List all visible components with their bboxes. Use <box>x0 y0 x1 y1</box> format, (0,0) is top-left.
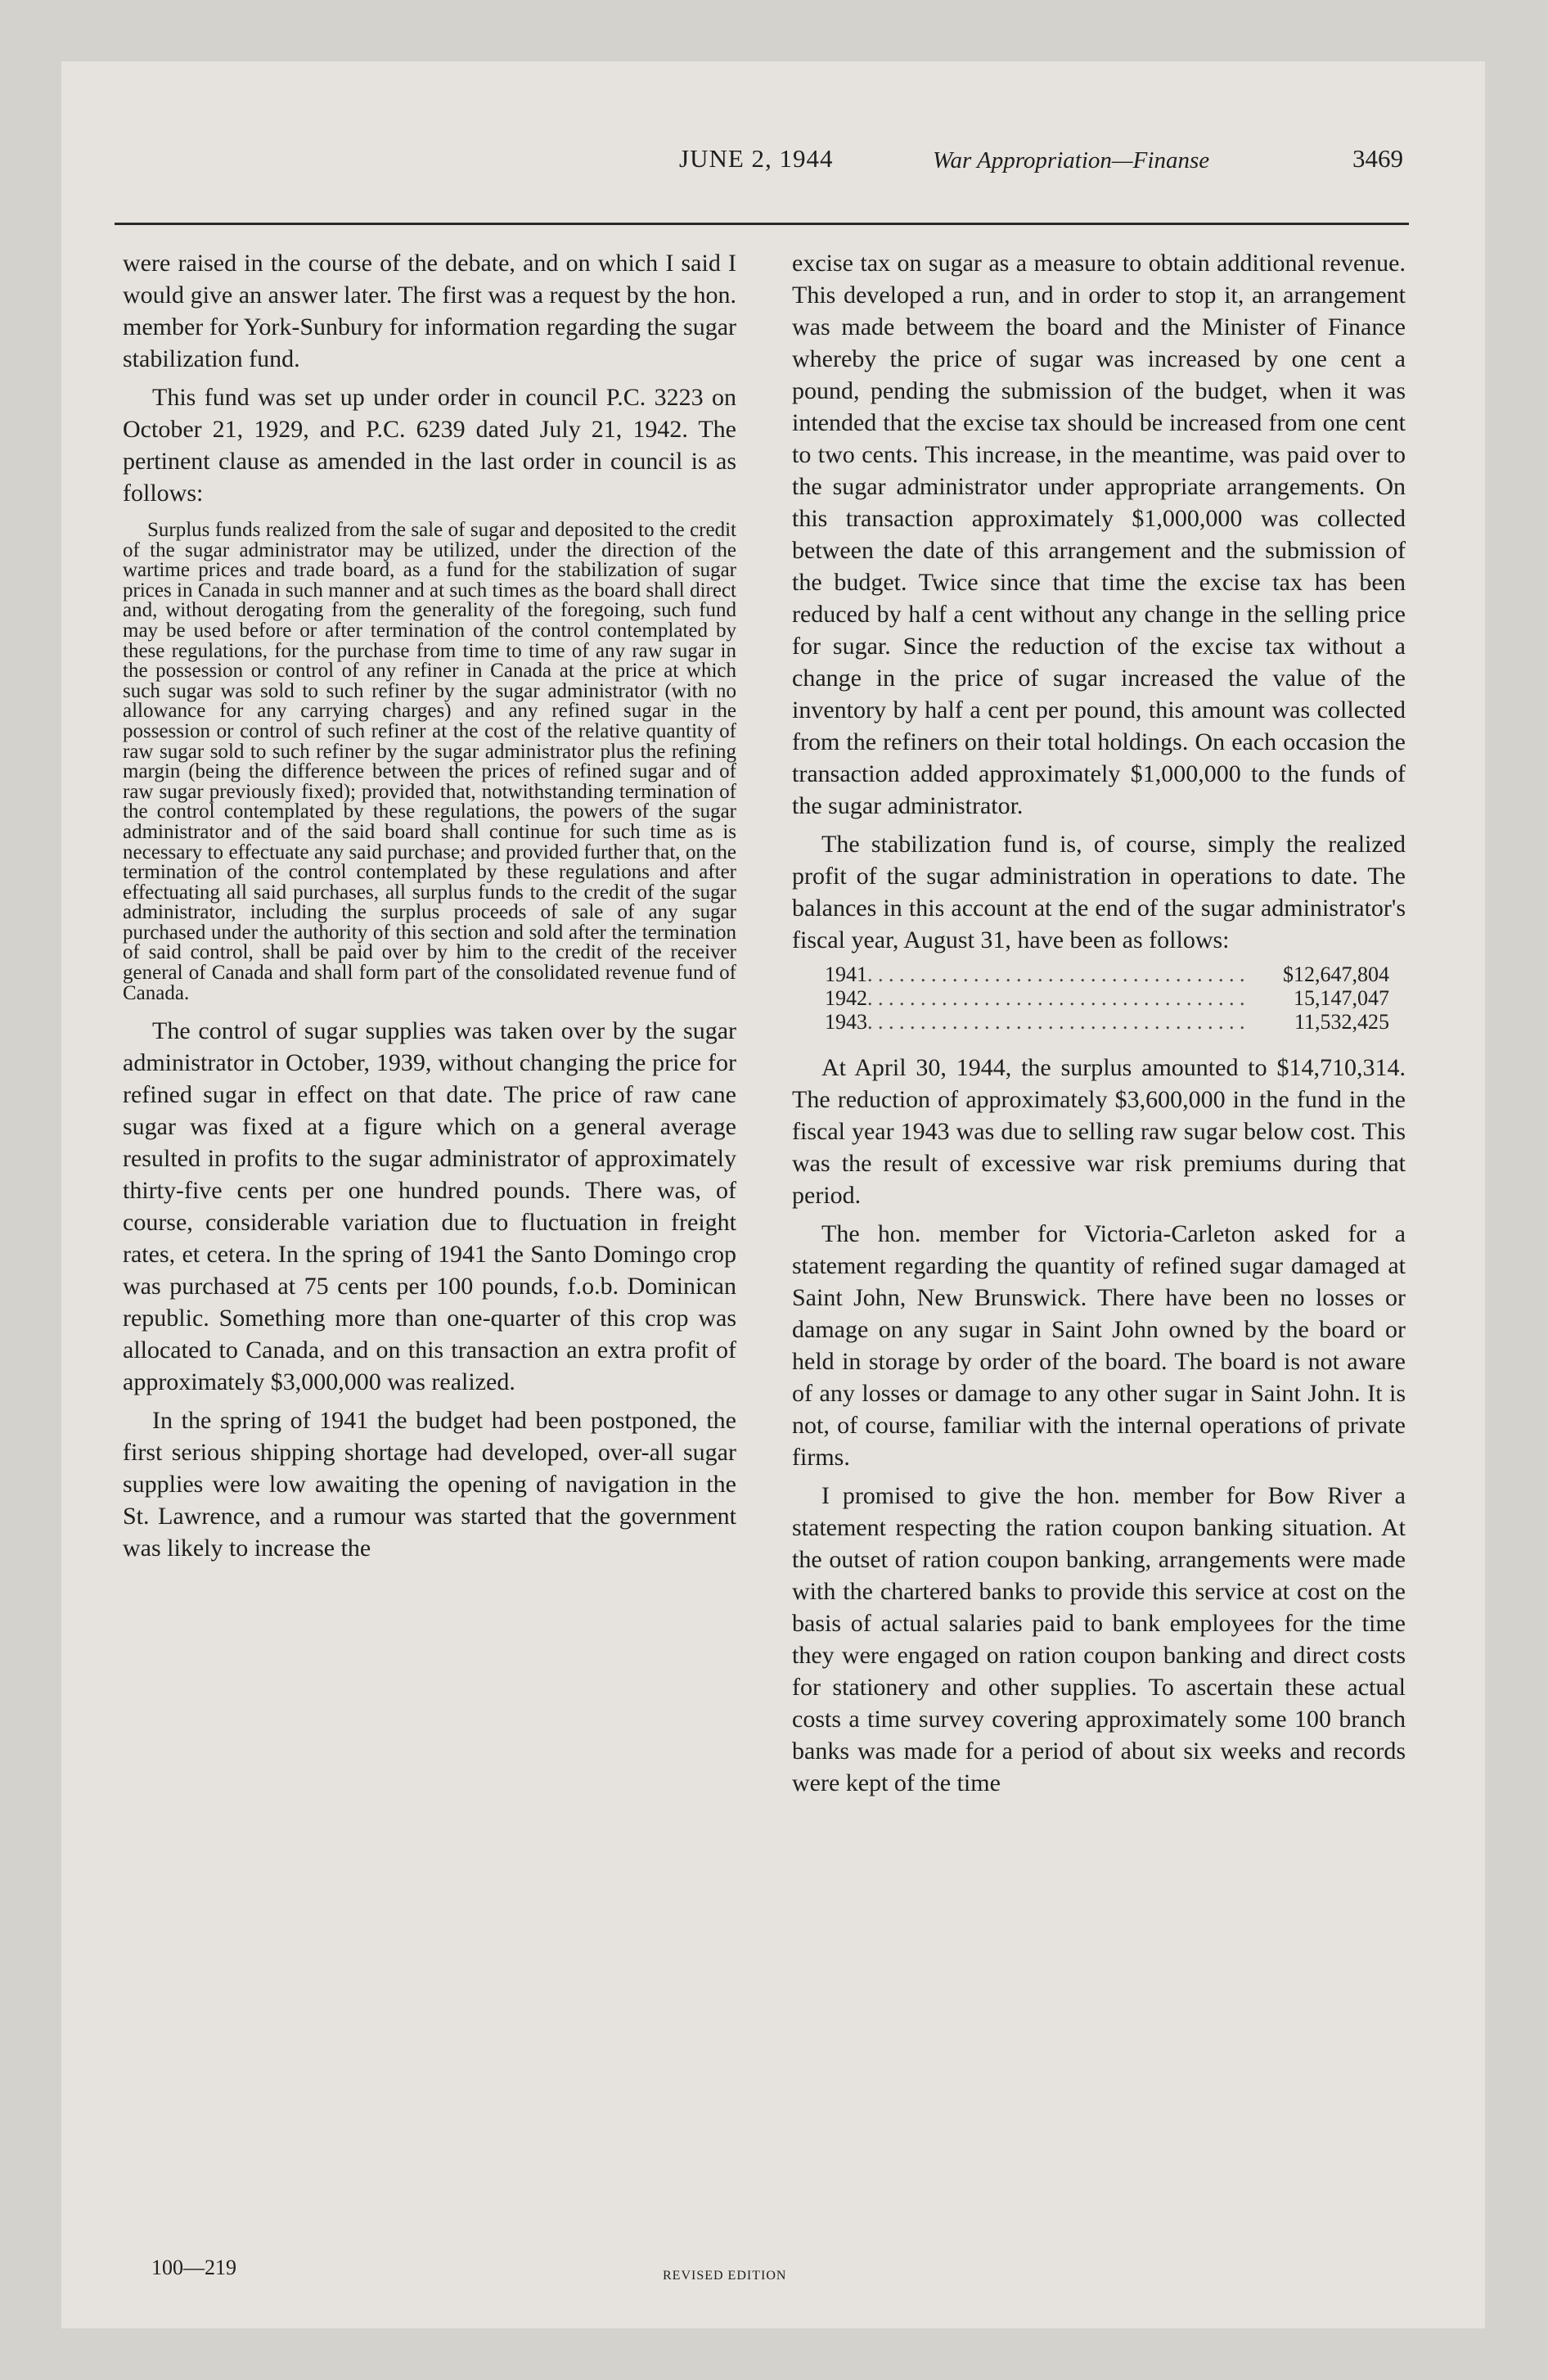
leader-dots <box>867 1010 1250 1034</box>
signature-mark: 100—219 <box>151 2256 236 2279</box>
left-column <box>123 247 736 1571</box>
paragraph: The stabilization fund is, of course, simply the realized profit of the sugar administration in operations to date. The balances in this account at the end of the sugar administrator's fiscal year, August 31, have been as follows: <box>792 831 1406 953</box>
paragraph: This fund was set up under order in council P.C. 3223 on October 21, 1929, and P.C. 6239 dated July 21, 1942. The pertinent clause as amended in the last order in council is as follows: <box>123 384 736 507</box>
header-date: JUNE 2, 1944 <box>679 144 834 173</box>
quoted-clause: Surplus funds realized from the sale of sugar and deposited to the credit of the sugar administrator may be utilized, under the direction of the wartime prices and trade board, as a fund for the stabilization of sugar prices in Canada in such manner and at such times as the board shall direct and, without derogating from the generality of the foregoing, such fund may be used before or after termination of the control contemplated by these regulations, for the purchase from time to time of any raw sugar in the possession or control of any refiner in Canada at the price at which such sugar was sold to such refiner by the sugar administrator (with no allowance for any carrying charges) and any refined sugar in the possession or control of such refiner at the cost of the relative quantity of raw sugar sold to such refiner by the sugar administrator plus the refining margin (being the difference between the prices of refined sugar and of raw sugar previously fixed); provided that, notwithstanding termination of the control contemplated by these regulations, the powers of the sugar administrator and of the said board shall continue for such time as is necessary to effectuate any said purchase; and provided further that, on the termination of the control contemplated by these regulations and after effectuating all said purchases, all surplus funds to the credit of the sugar administrator, including the surplus proceeds of sale of any sugar purchased under the authority of this section and sold after the termination of said control, shall be paid over by him to the credit of the receiver general of Canada and shall form part of the consolidated revenue fund of Canada. <box>123 519 736 1004</box>
paragraph: I promised to give the hon. member for Bow River a statement respecting the ration coupon banking situation. At the outset of ration coupon banking, arrangements were made with the chartered banks to provide this service at cost on the basis of actual salaries paid to bank employees for the time they were engaged on ration coupon banking and direct costs for stationery and other supplies. To ascertain these actual costs a time survey covering approximately some 100 branch banks was made for a period of about six weeks and records were kept of the time <box>792 1482 1406 1796</box>
paragraph: At April 30, 1944, the surplus amounted to $14,710,314. The reduction of approximately $3,600,000 in the fund in the fiscal year 1943 was due to selling raw sugar below cost. This was the result of excessive war risk premiums during that period. <box>792 1054 1406 1209</box>
header-section-title: War Appropriation—Finanse <box>933 147 1210 174</box>
table-row <box>825 1010 1389 1034</box>
page-header <box>123 144 1403 177</box>
paragraph: excise tax on sugar as a measure to obtain additional revenue. This developed a run, and in order to stop it, an arrangement was made betweem the board and the Minister of Finance whereby the price of sugar was increased by one cent a pound, pending the submission of the budget, when it was intended that the excise tax should be increased from one cent to two cents. This increase, in the meantime, was paid over to the sugar administrator under appropriate arrangements. On this transaction approximately $1,000,000 was collected between the date of this arrangement and the submission of the budget. Twice since that time the excise tax has been reduced by half a cent without any change in the selling price for sugar. Since the reduction of the excise tax without a change in the price of sugar increased the value of the inventory by half a cent per pound, this amount was collected from the refiners on their total holdings. On each occasion the transaction added approximately $1,000,000 to the funds of the sugar administrator. <box>792 250 1406 819</box>
right-column <box>792 247 1406 1805</box>
table-row <box>825 962 1389 986</box>
table-row <box>825 986 1389 1010</box>
paragraph: The hon. member for Victoria-Carleton asked for a statement regarding the quantity of refined sugar damaged at Saint John, New Brunswick. There have been no losses or damage on any sugar in Saint John owned by the board or held in storage by order of the board. The board is not aware of any losses or damage to any other sugar in Saint John. It is not, of course, familiar with the internal operations of private firms. <box>792 1220 1406 1471</box>
balances-table <box>825 962 1389 1034</box>
page-number: 3469 <box>1352 144 1403 173</box>
paragraph: In the spring of 1941 the budget had been postponed, the first serious shipping shortage had developed, over-all sugar supplies were low awaiting the opening of navigation in the St. Lawrence, and a rumour was started that the government was likely to increase the <box>123 1407 736 1562</box>
edition-label: REVISED EDITION <box>663 2269 787 2283</box>
balance-amount: 11,532,425 <box>1294 1010 1389 1034</box>
balance-year: 1942 <box>825 986 867 1010</box>
paragraph: were raised in the course of the debate, and on which I said I would give an answer later. The first was a request by the hon. member for York-Sunbury for information regarding the sugar stabilization fund. <box>123 250 736 372</box>
balance-year: 1941 <box>825 962 867 986</box>
balance-amount: 15,147,047 <box>1294 986 1389 1010</box>
header-rule <box>115 223 1409 225</box>
paragraph: The control of sugar supplies was taken over by the sugar administrator in October, 1939, without changing the price for refined sugar in effect on that date. The price of raw cane sugar was fixed at a figure which on a general average resulted in profits to the sugar administrator of approximately thirty-five cents per one hundred pounds. There was, of course, considerable variation due to fluctuation in freight rates, et cetera. In the spring of 1941 the Santo Domingo crop was purchased at 75 cents per 100 pounds, f.o.b. Dominican republic. Something more than one-quarter of this crop was allocated to Canada, and on this transaction an extra profit of approximately $3,000,000 was realized. <box>123 1017 736 1396</box>
leader-dots <box>867 986 1250 1010</box>
leader-dots <box>867 962 1250 986</box>
balance-year: 1943 <box>825 1010 867 1034</box>
balance-amount: $12,647,804 <box>1283 962 1389 986</box>
